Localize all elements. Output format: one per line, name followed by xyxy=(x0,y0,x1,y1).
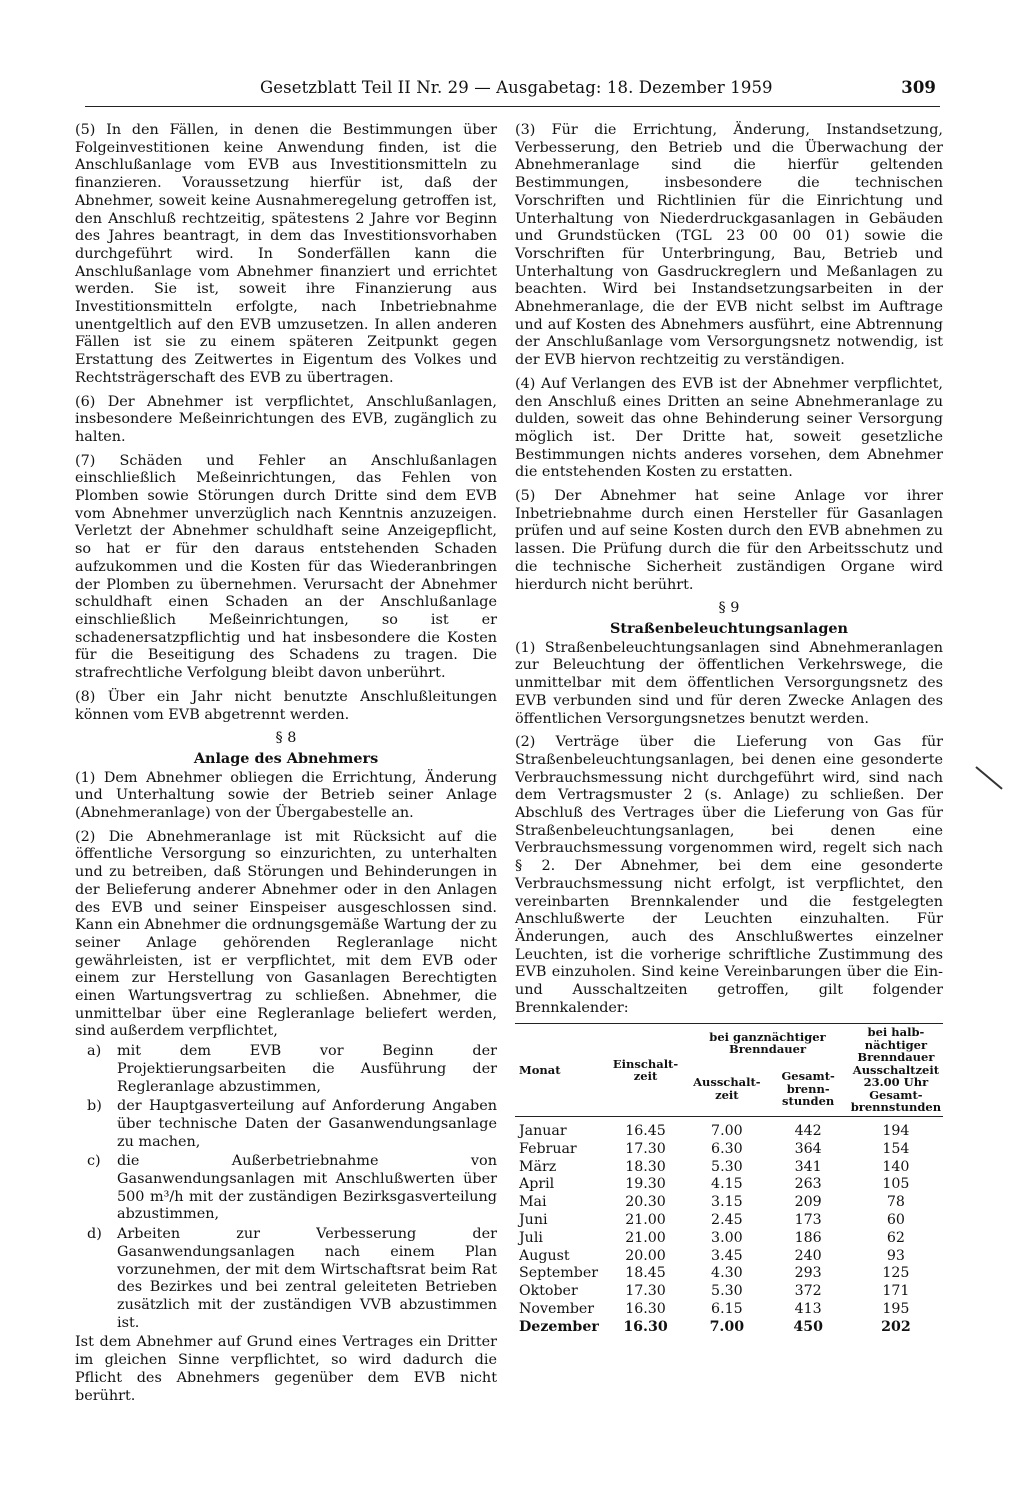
margin-mark xyxy=(975,766,1002,789)
cell-einschaltzeit: 19.30 xyxy=(625,1176,666,1193)
cell-halbnaechtig: 202 xyxy=(881,1318,911,1335)
paragraph-7-8: (8) Über ein Jahr nicht benutzte Anschlußleitungen können vom EVB abgetrennt werden. xyxy=(75,688,497,723)
cell-einschaltzeit: 16.30 xyxy=(623,1318,668,1335)
cell-einschaltzeit: 17.30 xyxy=(625,1283,666,1300)
table-row xyxy=(515,1265,943,1283)
cell-ausschaltzeit: 5.30 xyxy=(711,1158,743,1175)
cell-gesamtbrennstunden: 442 xyxy=(794,1122,822,1139)
cell-halbnaechtig: 171 xyxy=(882,1283,910,1300)
section-8-number: § 8 xyxy=(275,730,297,747)
list-item-label: b) xyxy=(87,1098,102,1115)
page-header xyxy=(260,74,940,102)
cell-einschaltzeit: 16.30 xyxy=(625,1300,666,1317)
table-row xyxy=(515,1176,943,1194)
cell-gesamtbrennstunden: 186 xyxy=(794,1229,822,1246)
page-number: 309 xyxy=(901,78,936,97)
cell-gesamtbrennstunden: 293 xyxy=(794,1265,822,1282)
burn-calendar-table xyxy=(515,1024,943,1336)
table-row xyxy=(515,1301,943,1319)
list-item-label: a) xyxy=(87,1043,102,1060)
cell-einschaltzeit: 21.00 xyxy=(625,1229,666,1246)
paragraph-8-5: (5) Der Abnehmer hat seine Anlage vor ihrer Inbetriebnahme durch einen Hersteller für Gasanlagen prüfen und auf seine Kosten durch den EVB abnehmen zu lassen. Die Prüfung durch die für den Arbeitsschutz und die technische Sicherheit zuständigen Organe wird hierdurch nicht berührt. xyxy=(515,488,943,593)
cell-monat: April xyxy=(519,1176,555,1193)
cell-monat: September xyxy=(519,1265,599,1282)
cell-monat: Mai xyxy=(519,1194,547,1211)
burn-calendar-table-wrap xyxy=(515,1023,943,1336)
cell-ausschaltzeit: 3.00 xyxy=(711,1229,743,1246)
cell-ausschaltzeit: 4.30 xyxy=(711,1265,743,1282)
cell-monat: August xyxy=(519,1247,570,1264)
cell-halbnaechtig: 105 xyxy=(882,1176,910,1193)
list-item xyxy=(75,1098,497,1151)
cell-halbnaechtig: 60 xyxy=(886,1211,905,1228)
section-8-title: Anlage des Abnehmers xyxy=(193,749,379,767)
table-body xyxy=(515,1116,943,1336)
cell-gesamtbrennstunden: 209 xyxy=(794,1194,822,1211)
cell-ausschaltzeit: 6.15 xyxy=(711,1300,743,1317)
section-9-title: Straßenbeleuchtungsanlagen xyxy=(609,619,849,637)
cell-gesamtbrennstunden: 413 xyxy=(794,1300,822,1317)
cell-einschaltzeit: 21.00 xyxy=(625,1211,666,1228)
paragraph-9-2: (2) Verträge über die Lieferung von Gas für Straßenbeleuchtungsanlagen, bei denen eine gesonderte Verbrauchsmessung nicht durchgeführt wird, sind nach dem Vertragsmuster 2 (s. Anlage) zu schließen. Der Abschluß des Vertrages über die Lieferung von Gas für Straßenbeleuchtungsanlagen, bei denen eine Verbrauchsmessung vorgenommen wird, regelt sich nach § 2. Der Abnehmer, bei dem eine gesonderte Verbrauchsmessung nicht erfolgt, ist verpflichtet, den vereinbarten Brennkalender und die festgelegten Anschlußwerte der Leuchten einzuhalten. Für Änderungen, auch des Anschlußwertes einzelner Leuchten, ist die vorherige schriftliche Zustimmung des EVB einzuholen. Sind keine Vereinbarungen über die Ein- und Ausschaltzeiten getroffen, gilt folgender Brennkalender: xyxy=(515,734,943,1016)
cell-halbnaechtig: 154 xyxy=(882,1140,910,1157)
cell-halbnaechtig: 93 xyxy=(886,1247,905,1264)
closing-paragraph: Ist dem Abnehmer auf Grund eines Vertrages ein Dritter im gleichen Sinne verpflichtet, so wird dadurch die Pflicht des Abnehmers gegenüber dem EVB nicht berührt. xyxy=(75,1334,497,1404)
cell-monat: Oktober xyxy=(519,1283,578,1300)
table-row xyxy=(515,1248,943,1266)
cell-einschaltzeit: 16.45 xyxy=(625,1122,666,1139)
cell-halbnaechtig: 62 xyxy=(886,1229,905,1246)
list-item-text: mit dem EVB vor Beginn der Projektierungsarbeiten die Ausführung der Regleranlage abzustimmen, xyxy=(117,1043,497,1095)
cell-ausschaltzeit: 6.30 xyxy=(711,1140,743,1157)
header-gesamtbrennstunden: Gesamt-brenn-stunden xyxy=(781,1069,835,1109)
paragraph-7-6: (6) Der Abnehmer ist verpflichtet, Anschlußanlagen, insbesondere Meßeinrichtungen des EVB, zugänglich zu halten. xyxy=(75,393,497,445)
cell-ausschaltzeit: 3.45 xyxy=(711,1247,743,1264)
paragraph-7-5: (5) In den Fällen, in denen die Bestimmungen über Folgeinvestitionen keine Anwendung finden, ist die Anschlußanlage vom EVB aus Investitionsmitteln zu finanzieren. Voraussetzung hierfür ist, daß der Abnehmer, soweit keine Ausnahmeregelung getroffen ist, den Anschluß rechtzeitig, spätestens 2 Jahre vor Beginn des Jahres beantragt, in dem das Investitionsvorhaben durchgeführt wird. In Sonderfällen kann die Anschlußanlage vom Abnehmer finanziert und errichtet werden. Sie ist, soweit ihre Finanzierung aus Investitionsmitteln erfolgte, nach Inbetriebnahme unentgeltlich auf den EVB umzusetzen. In allen anderen Fällen ist sie zu einem späteren Zeitpunkt gegen Erstattung des Zeitwertes in Eigentum des Volkes und Rechtsträgerschaft des EVB zu übertragen. xyxy=(75,122,497,386)
list-item xyxy=(75,1043,497,1096)
table-row xyxy=(515,1116,943,1140)
cell-einschaltzeit: 18.30 xyxy=(625,1158,666,1175)
header-monat: Monat xyxy=(519,1062,561,1077)
cell-ausschaltzeit: 7.00 xyxy=(711,1122,743,1139)
cell-gesamtbrennstunden: 372 xyxy=(794,1283,822,1300)
cell-monat: Dezember xyxy=(519,1318,599,1335)
table-row xyxy=(515,1141,943,1159)
header-ganznaechtig: bei ganznächtiger Brenndauer xyxy=(709,1029,826,1057)
header-rule xyxy=(85,106,940,107)
cell-gesamtbrennstunden: 341 xyxy=(794,1158,822,1175)
cell-gesamtbrennstunden: 173 xyxy=(794,1211,822,1228)
header-einschaltzeit: Einschalt-zeit xyxy=(612,1056,679,1084)
list-item xyxy=(75,1226,497,1332)
table-row xyxy=(515,1194,943,1212)
paragraph-9-1: (1) Straßenbeleuchtungsanlagen sind Abnehmeranlagen zur Beleuchtung der öffentlichen Verkehrswege, die unmittelbar mit dem öffentlichen Versorgungsnetz des EVB verbunden sind und für deren Zwecke Anlagen des öffentlichen Versorgungsnetzes benutzt werden. xyxy=(515,639,943,727)
header-title: Gesetzblatt Teil II Nr. 29 — Ausgabetag: 18. Dezember 1959 xyxy=(260,78,773,97)
cell-halbnaechtig: 194 xyxy=(882,1122,910,1139)
cell-monat: Januar xyxy=(519,1122,567,1139)
cell-ausschaltzeit: 3.15 xyxy=(711,1194,743,1211)
cell-gesamtbrennstunden: 263 xyxy=(794,1176,822,1193)
paragraph-8-4: (4) Auf Verlangen des EVB ist der Abnehmer verpflichtet, den Anschluß eines Dritten an seine Abnehmeranlage zu dulden, soweit das ohne Behinderung seiner Versorgung möglich ist. Der Dritte hat, soweit gesetzliche Bestimmungen nichts anderes vorsehen, dem Abnehmer die entstehenden Kosten zu erstatten. xyxy=(515,375,943,481)
cell-gesamtbrennstunden: 450 xyxy=(793,1318,823,1335)
table-row xyxy=(515,1212,943,1230)
list-item-label: d) xyxy=(87,1226,102,1243)
cell-ausschaltzeit: 5.30 xyxy=(711,1283,743,1300)
right-column xyxy=(515,122,943,1337)
cell-monat: Juni xyxy=(519,1211,548,1228)
cell-einschaltzeit: 17.30 xyxy=(625,1140,666,1157)
cell-monat: November xyxy=(519,1300,595,1317)
cell-einschaltzeit: 20.00 xyxy=(625,1247,666,1264)
cell-gesamtbrennstunden: 240 xyxy=(794,1247,822,1264)
cell-ausschaltzeit: 2.45 xyxy=(711,1211,743,1228)
header-ausschaltzeit: Ausschalt-zeit xyxy=(693,1075,761,1102)
header-halbnaechtig: bei halb-nächtiger Brenndauer Ausschaltzeit 23.00 Uhr Gesamt-brennstunden xyxy=(850,1025,942,1115)
list-item-text: Arbeiten zur Verbesserung der Gasanwendungsanlagen nach einem Plan vorzunehmen, der mit dem Wirtschaftsrat beim Rat des Bezirkes und bei zentral geleiteten Betrieben zusätzlich mit der zuständigen VVB abzustimmen ist. xyxy=(117,1226,497,1331)
cell-monat: Juli xyxy=(519,1229,543,1246)
cell-monat: März xyxy=(519,1158,557,1175)
obligations-list xyxy=(75,1043,497,1332)
paragraph-8-2: (2) Die Abnehmeranlage ist mit Rücksicht auf die öffentliche Versorgung so einzurichten, zu unterhalten und zu betreiben, daß Störungen und Behinderungen in der Belieferung anderer Abnehmer oder in den Anlagen des EVB und seiner Einspeiser ausgeschlossen sind. Kann ein Abnehmer die ordnungsgemäße Wartung der zu seiner Anlage gehörenden Regleranlage nicht gewährleisten, ist er verpflichtet, mit dem EVB oder einem zur Herstellung von Gasanlagen Berechtigten einen Wartungsvertrag zu schließen. Abnehmer, die unmittelbar über eine Regleranlage beliefert werden, sind außerdem verpflichtet, xyxy=(75,828,497,1040)
cell-einschaltzeit: 20.30 xyxy=(625,1194,666,1211)
cell-halbnaechtig: 140 xyxy=(882,1158,910,1175)
cell-ausschaltzeit: 7.00 xyxy=(709,1318,745,1335)
list-item-label: c) xyxy=(87,1153,101,1170)
cell-halbnaechtig: 125 xyxy=(882,1265,910,1282)
paragraph-8-3: (3) Für die Errichtung, Änderung, Instandsetzung, Verbesserung, den Betrieb und die Überwachung der Abnehmeranlage sind die hierfür geltenden Bestimmungen, insbesondere die technischen Vorschriften und Richtlinien für die Einrichtung und Unterhaltung von Niederdruckgasanlagen in Gebäuden und Grundstücken (TGL 23 00 00 01) sowie die Vorschriften für Unterbringung, Bau, Betrieb und Unterhaltung von Gasdruckreglern und Meßanlagen zu beachten. Wird bei Instandsetzungsarbeiten in der Abnehmeranlage, die der EVB nicht selbst im Auftrage und auf Kosten des Abnehmers ausführt, eine Abtrennung der Anschlußanlage vom Versorgungsnetz notwendig, ist der EVB hiervon rechtzeitig zu verständigen. xyxy=(515,122,943,369)
cell-einschaltzeit: 18.45 xyxy=(625,1265,666,1282)
paragraph-7-7: (7) Schäden und Fehler an Anschlußanlagen einschließlich Meßeinrichtungen, das Fehlen von Plomben sowie Störungen durch Dritte sind dem EVB vom Abnehmer unverzüglich nach Kenntnis anzuzeigen. Verletzt der Abnehmer schuldhaft seine Anzeigepflicht, so hat er für den daraus entstehenden Schaden aufzukommen und die Kosten für das Wiederanbringen der Plomben zu übernehmen. Verursacht der Abnehmer schuldhaft einen Schaden an der Anschlußanlage einschließlich Meßeinrichtungen, so ist er schadenersatzpflichtig und hat insbesondere die Kosten für die Beseitigung des Schadens zu tragen. Die strafrechtliche Verfolgung bleibt davon unberührt. xyxy=(75,452,497,682)
paragraph-8-1: (1) Dem Abnehmer obliegen die Errichtung, Änderung und Unterhaltung sowie der Betrieb seiner Anlage (Abnehmeranlage) von der Übergabestelle an. xyxy=(75,769,497,822)
table-row xyxy=(515,1283,943,1301)
table-row xyxy=(515,1230,943,1248)
cell-gesamtbrennstunden: 364 xyxy=(794,1140,822,1157)
list-item-text: der Hauptgasverteilung auf Anforderung Angaben über technische Daten der Gasanwendungsanlage zu machen, xyxy=(117,1098,497,1150)
table-header xyxy=(515,1024,943,1116)
table-row xyxy=(515,1159,943,1177)
section-9-number: § 9 xyxy=(718,600,740,617)
left-column xyxy=(75,122,497,1411)
list-item-text: die Außerbetriebnahme von Gasanwendungsanlagen mit Anschlußwerten über 500 m³/h mit der zuständigen Bezirksgasverteilung abzustimmen, xyxy=(117,1153,497,1223)
cell-ausschaltzeit: 4.15 xyxy=(711,1176,743,1193)
cell-monat: Februar xyxy=(519,1140,577,1157)
list-item xyxy=(75,1153,497,1224)
cell-halbnaechtig: 195 xyxy=(882,1300,910,1317)
table-row xyxy=(515,1319,943,1337)
cell-halbnaechtig: 78 xyxy=(886,1194,905,1211)
